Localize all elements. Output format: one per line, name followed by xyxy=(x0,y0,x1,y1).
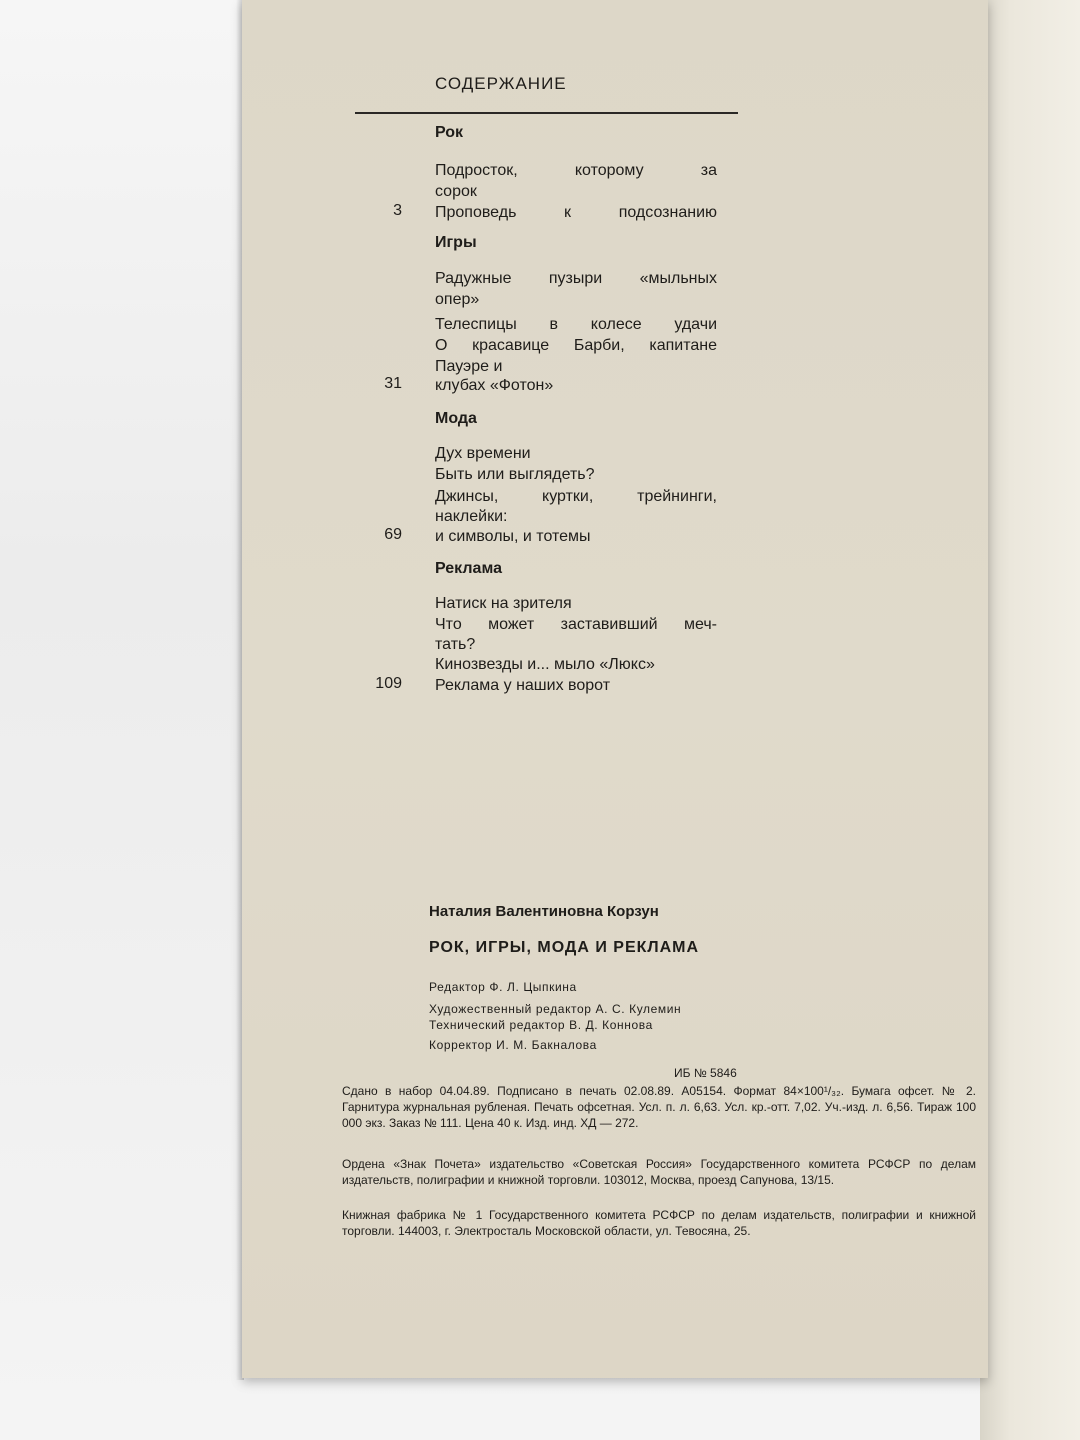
colophon-book-title: РОК, ИГРЫ, МОДА И РЕКЛАМА xyxy=(429,939,700,956)
toc-entry-line: клубах «Фотон» xyxy=(435,377,554,394)
toc-page-number: 69 xyxy=(384,526,402,543)
toc-entry-line: Дух времени xyxy=(435,445,531,462)
colophon-editor: Редактор Ф. Л. Цыпкина xyxy=(429,980,577,994)
toc-title: СОДЕРЖАНИЕ xyxy=(435,74,567,93)
toc-entry-line: Натиск на зрителя xyxy=(435,595,572,612)
book-page xyxy=(242,0,988,1378)
toc-entry-line: тать? xyxy=(435,636,476,653)
toc-section-heading: Игры xyxy=(435,234,477,251)
colophon-imprint-publisher: Ордена «Знак Почета» издательство «Советская Россия» Государственного комитета РСФСР по делам издательств, полиграфии и книжной торговли. 103012, Москва, проезд Сапунова, 13/15. xyxy=(342,1157,976,1187)
colophon-ib-number: ИБ № 5846 xyxy=(674,1066,737,1080)
colophon-imprint-print-data: Сдано в набор 04.04.89. Подписано в печать 02.08.89. А05154. Формат 84×100¹/₃₂. Бумага офсет. № 2. Гарнитура журнальная рубленая. Печать офсетная. Усл. п. л. 6,63. Усл. кр.-отт. 7,02. Уч.-изд. л. 6,56. Тираж 100 000 экз. Заказ № 111. Цена 40 к. Изд. инд. ХД — 272. xyxy=(342,1084,976,1130)
toc-entry-line: Реклама у наших ворот xyxy=(435,677,611,694)
toc-entry-line: Что может заставивший меч- xyxy=(435,616,717,633)
toc-entry-line: Проповедь к подсознанию xyxy=(435,204,717,221)
colophon-imprint-printer: Книжная фабрика № 1 Государственного комитета РСФСР по делам издательств, полиграфии и книжной торговли. 144003, г. Электросталь Московской области, ул. Тевосяна, 25. xyxy=(342,1208,976,1238)
toc-entry-line: Кинозвезды и... мыло «Люкс» xyxy=(435,656,655,673)
colophon-tech-editor: Технический редактор В. Д. Коннова xyxy=(429,1018,653,1032)
toc-entry-line: Пауэре и xyxy=(435,358,503,375)
facing-page-edge xyxy=(980,0,1080,1440)
toc-entry-line: сорок xyxy=(435,183,477,200)
toc-section-heading: Рок xyxy=(435,124,464,141)
toc-section-heading: Реклама xyxy=(435,560,502,577)
toc-entry-line: и символы, и тотемы xyxy=(435,528,591,545)
toc-entry-line: Радужные пузыри «мыльных xyxy=(435,270,717,287)
toc-entry-line: Быть или выглядеть? xyxy=(435,466,595,483)
toc-page-number: 3 xyxy=(393,202,402,219)
toc-entry-line: наклейки: xyxy=(435,508,508,525)
colophon-proofreader: Корректор И. М. Бакналова xyxy=(429,1038,597,1052)
colophon-author: Наталия Валентиновна Корзун xyxy=(429,903,659,920)
toc-rule xyxy=(355,112,738,114)
toc-entry-line: О красавице Барби, капитане xyxy=(435,337,717,354)
toc-entry-line: Подросток, которому за xyxy=(435,162,717,179)
toc-entry-line: опер» xyxy=(435,291,480,308)
toc-section-heading: Мода xyxy=(435,410,477,427)
colophon-art-editor: Художественный редактор А. С. Кулемин xyxy=(429,1002,682,1016)
toc-entry-line: Телеспицы в колесе удачи xyxy=(435,316,717,333)
toc-page-number: 31 xyxy=(384,375,402,392)
toc-page-number: 109 xyxy=(375,675,402,692)
toc-entry-line: Джинсы, куртки, трейнинги, xyxy=(435,488,717,505)
